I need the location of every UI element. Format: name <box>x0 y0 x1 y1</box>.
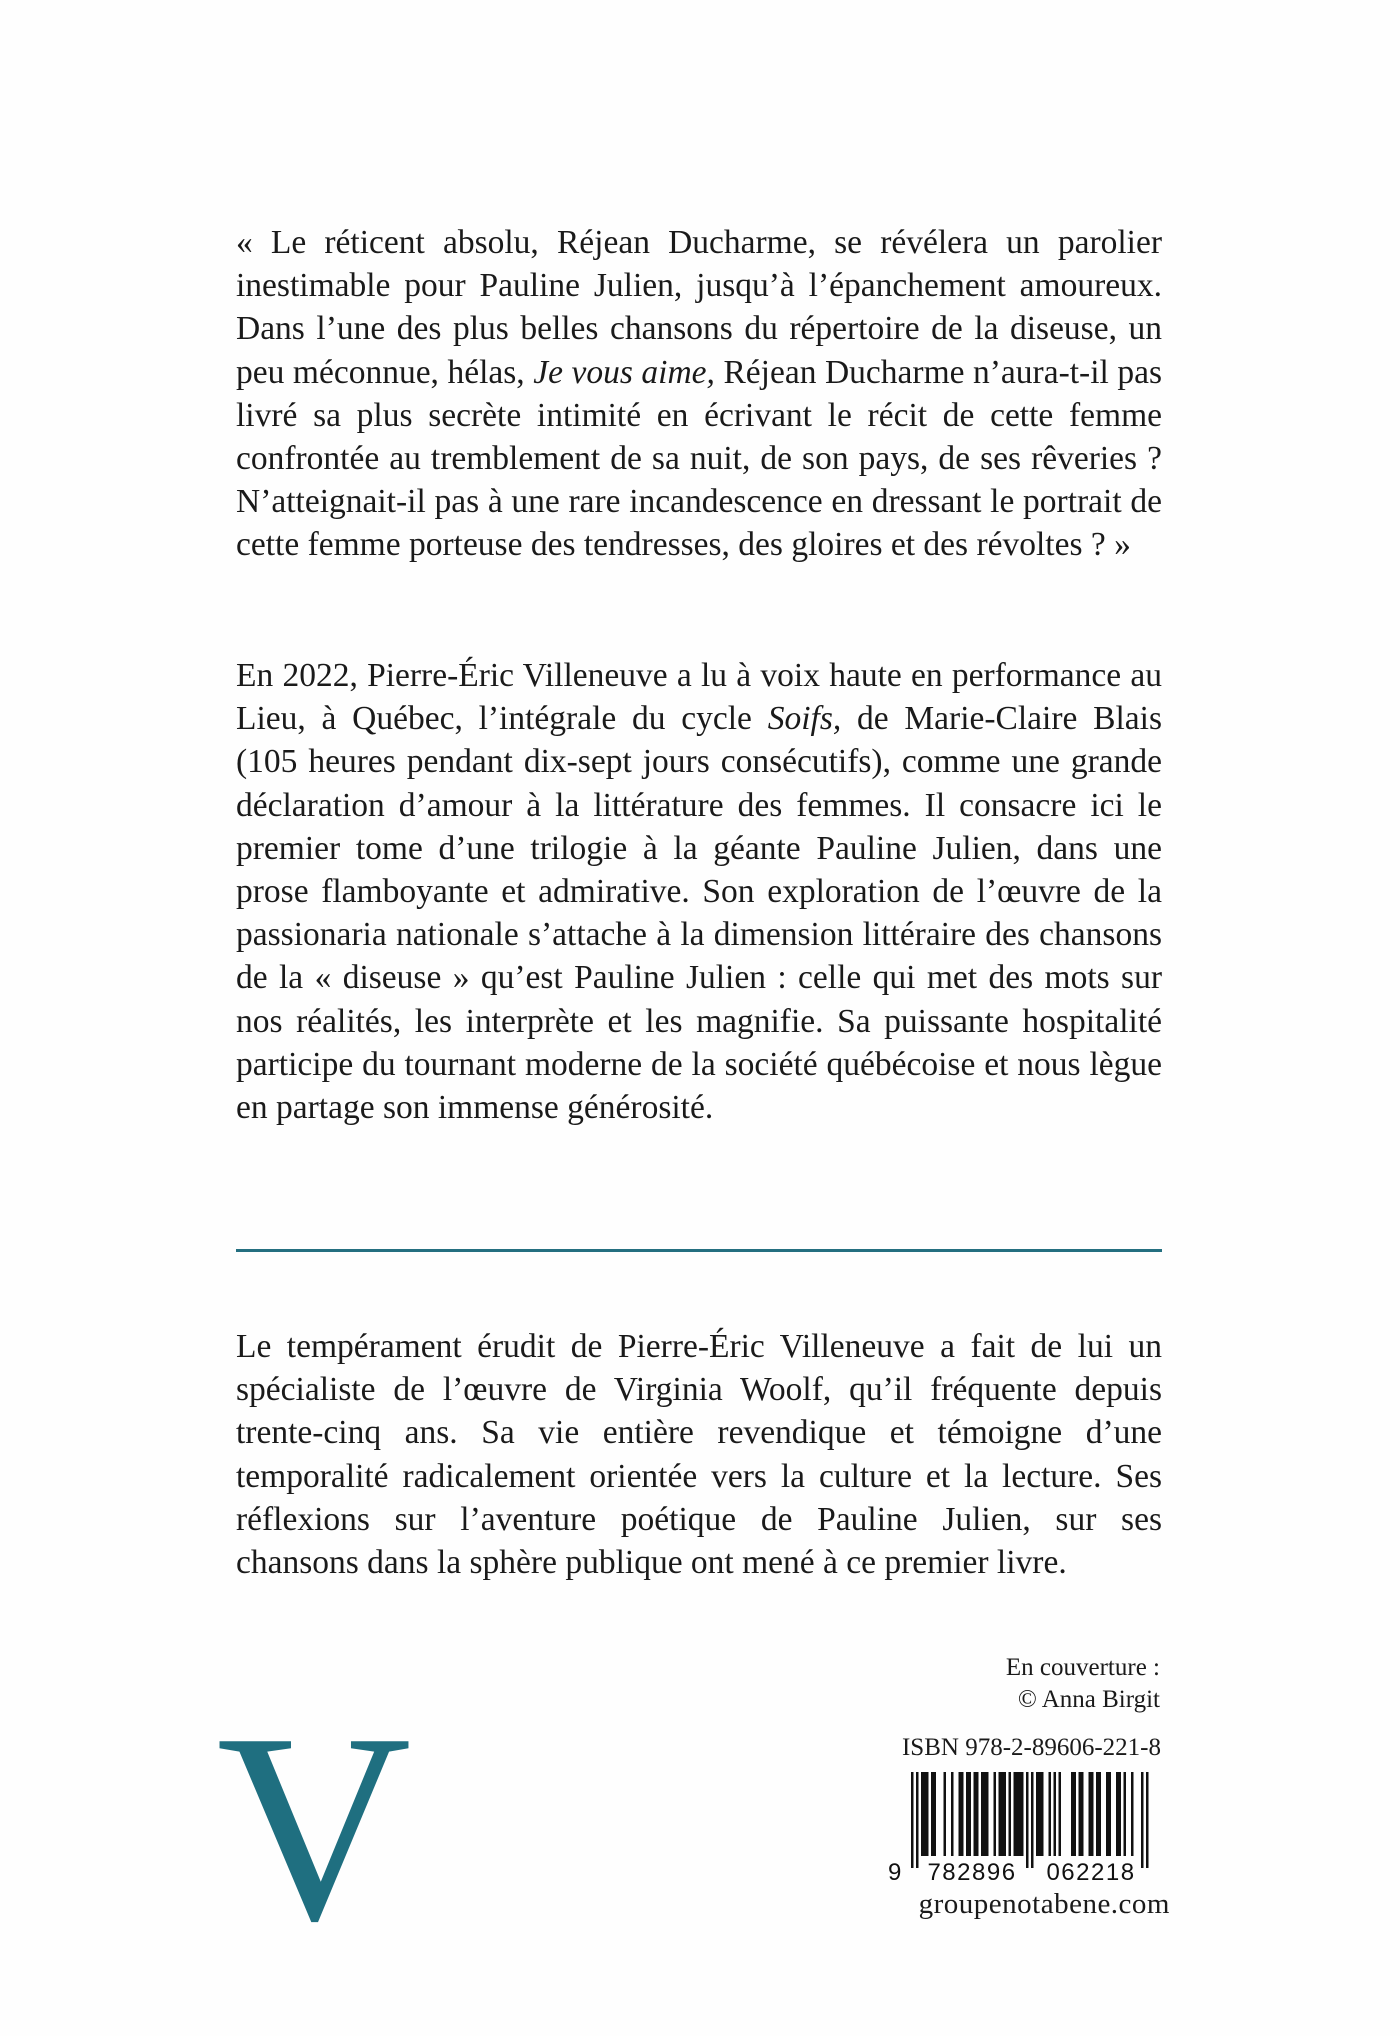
barcode-bar <box>1096 1772 1099 1856</box>
barcode-bar <box>1001 1772 1004 1856</box>
book-description-end: de Marie-Claire Blais (105 heures pendant dix-sept jours consécutifs), comme une grande déclaration d’amour à la littérature des femmes. Il consacre ici le premier tome d’une trilogie à la géante Pauline Julien, dans une prose flamboyante et admirative. Son exploration de l’œuvre de la passionaria nationale s’attache à la dimension littéraire des chansons de la « diseuse » qu’est Pauline Julien : celle qui met des mots sur nos réalités, les interprète et les magnifie. Sa puissante hospitalité participe du tournant moderne de la société québécoise et nous lègue en partage son immense générosité. <box>236 700 1163 1127</box>
barcode-bar <box>1106 1772 1109 1856</box>
barcode-bar <box>986 1772 989 1856</box>
quote-text-end: Réjean Ducharme n’aura-t-il pas livré sa plus secrète intimité en écrivant le récit de cette femme confrontée au tremblement de sa nuit, de son pays, de ses rêveries ? N’atteignait-il pas à une rare incandescence en dressant le portrait de cette femme porteuse des tendresses, des gloires et des révoltes ? » <box>236 353 1162 564</box>
barcode-bar <box>966 1772 969 1856</box>
barcode-bar <box>1054 1772 1057 1856</box>
barcode-bar <box>1119 1772 1122 1856</box>
barcode-bar <box>1081 1772 1084 1856</box>
barcode-bar <box>959 1772 962 1856</box>
cover-photographer: © Anna Birgit <box>1017 1686 1160 1713</box>
barcode-bar <box>961 1772 964 1856</box>
barcode-bar <box>1099 1772 1102 1856</box>
barcode-bar <box>976 1772 979 1856</box>
publisher-website: groupenotabene.com <box>918 1888 1170 1920</box>
barcode-bar <box>1021 1772 1024 1856</box>
isbn-text: ISBN 978-2-89606-221-8 <box>901 1734 1161 1761</box>
barcode-bar <box>934 1772 937 1856</box>
cover-credit-label: En couverture : <box>1005 1654 1160 1681</box>
barcode-bar <box>999 1772 1002 1856</box>
barcode-bar <box>1079 1772 1082 1856</box>
barcode-bar <box>994 1772 997 1856</box>
section-divider <box>236 1249 1162 1252</box>
barcode-bar <box>1036 1772 1039 1856</box>
barcode-bar <box>1049 1772 1052 1856</box>
barcode-bar <box>1146 1772 1149 1868</box>
barcode-bar <box>1074 1772 1077 1856</box>
barcode-bar <box>1116 1772 1119 1856</box>
book-description-start: En 2022, Pierre-Éric Villeneuve a lu à voix haute en performance au Lieu, à Québec, l’intégrale du cycle <box>236 657 1162 738</box>
barcode-bar <box>1124 1772 1127 1856</box>
barcode-bar <box>931 1772 934 1856</box>
barcode-bar <box>1039 1772 1042 1856</box>
barcode-bar <box>1031 1772 1034 1868</box>
book-description <box>236 654 1162 1129</box>
barcode-bar <box>1071 1772 1074 1856</box>
barcode-right-digits: 062218 <box>1046 1859 1136 1886</box>
barcode-bar <box>974 1772 977 1856</box>
barcode-bar <box>1004 1772 1007 1856</box>
barcode-bar <box>926 1772 929 1856</box>
barcode-bar <box>924 1772 927 1856</box>
barcode-bar <box>916 1772 919 1868</box>
barcode-bar <box>969 1772 972 1856</box>
barcode-bar <box>911 1772 914 1868</box>
cover-credits <box>1006 1652 1160 1716</box>
author-bio: Le tempérament érudit de Pierre-Éric Villeneuve a fait de lui un spécialiste de l’œuvre de Virginia Woolf, qu’il fréquente depuis trente-cinq ans. Sa vie entière revendique et témoigne d’une temporalité radicalement orientée vers la culture et la lecture. Ses réflexions sur l’aventure poétique de Pauline Julien, sur ses chansons dans la sphère publique ont mené à ce premier livre. <box>236 1328 1162 1582</box>
barcode-bar <box>1016 1772 1019 1856</box>
isbn-barcode <box>887 1772 1165 1886</box>
barcode-bars <box>911 1772 1149 1868</box>
barcode-first-digit: 9 <box>888 1859 902 1886</box>
cycle-title: Soifs, <box>767 700 842 738</box>
logo-letter: V <box>216 1678 412 1977</box>
barcode-bar <box>984 1772 987 1856</box>
barcode-bar <box>981 1772 984 1856</box>
quote-text-start: « Le réticent absolu, Réjean Ducharme, se révélera un parolier inestimable pour Pauline Julien, jusqu’à l’épanchement amoureux. Dans l’une des plus belles chansons du répertoire de la diseuse, un peu méconnue, hélas, <box>236 224 1162 391</box>
barcode-bar <box>1009 1772 1012 1856</box>
barcode-bar <box>1026 1772 1029 1868</box>
barcode-bar <box>1131 1772 1134 1856</box>
barcode-bar <box>1089 1772 1092 1856</box>
publisher-logo-v <box>216 1678 412 1977</box>
barcode-bar <box>1041 1772 1044 1856</box>
barcode-bar <box>1091 1772 1094 1856</box>
barcode-bar <box>1014 1772 1017 1856</box>
barcode-bar <box>1059 1772 1062 1856</box>
barcode-left-digits: 782896 <box>927 1859 1017 1886</box>
song-title: Je vous aime, <box>533 353 715 391</box>
quote-paragraph <box>236 221 1162 567</box>
barcode-bar <box>921 1772 924 1856</box>
barcode-bar <box>1019 1772 1022 1856</box>
barcode-bar <box>1109 1772 1112 1856</box>
barcode-bar <box>1141 1772 1144 1868</box>
barcode-bar <box>951 1772 954 1856</box>
barcode-bar <box>944 1772 947 1856</box>
